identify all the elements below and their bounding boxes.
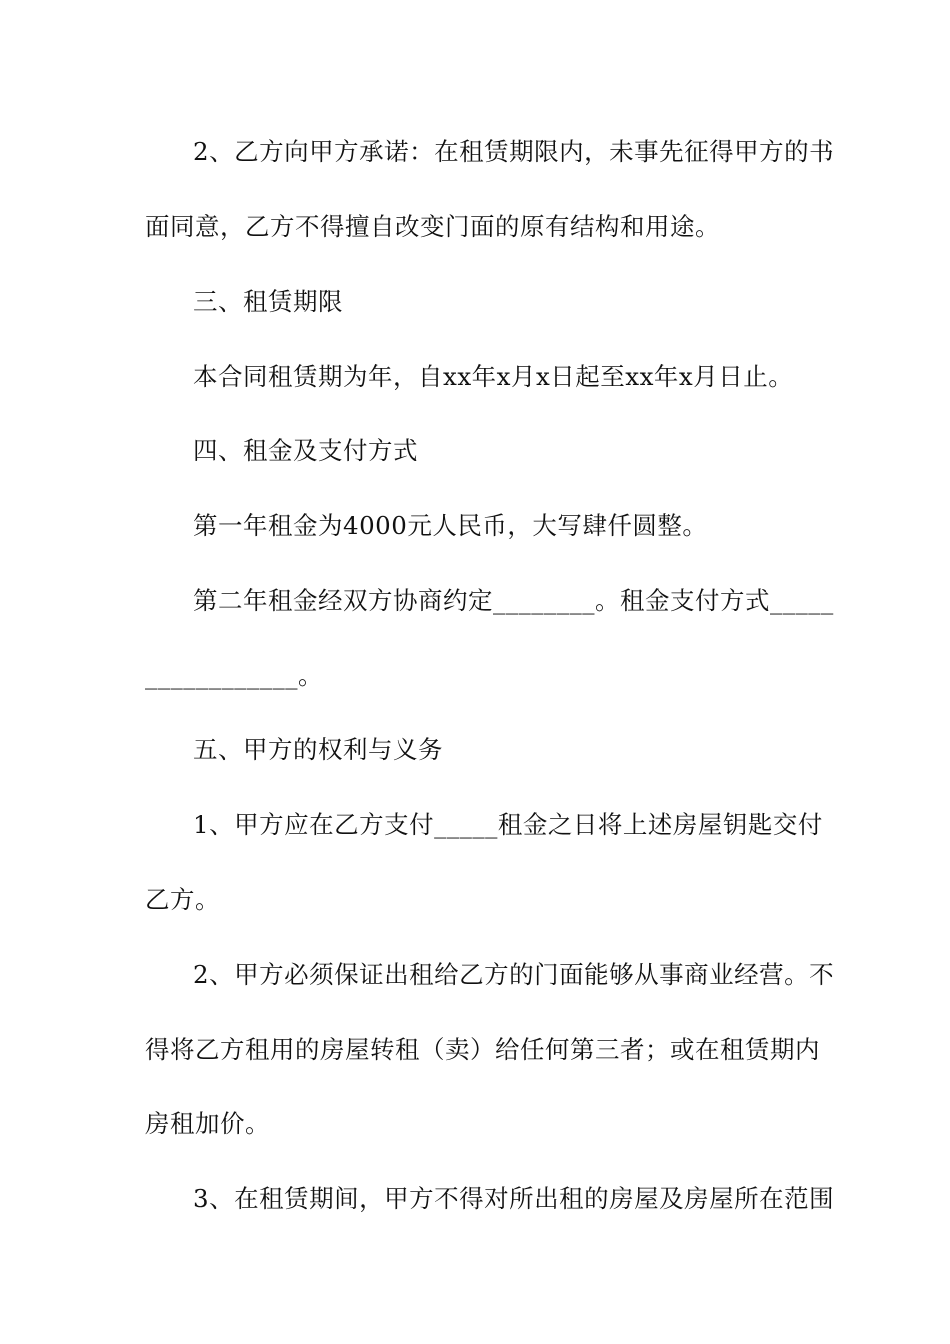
text-line-landlord-key-delivery: 1、甲方应在乙方支付_____租金之日将上述房屋钥匙交付 (193, 810, 823, 839)
section-heading-rent-payment: 四、租金及支付方式 (193, 436, 418, 465)
text-line-landlord-key-delivery-cont: 乙方。 (145, 885, 220, 914)
text-line-landlord-guarantee: 2、甲方必须保证出租给乙方的门面能够从事商业经营。不 (193, 960, 835, 989)
section-heading-lease-term: 三、租赁期限 (193, 287, 343, 316)
text-line-second-year-rent-cont: ____________。 (145, 661, 323, 690)
text-line-tenant-promise-cont: 面同意，乙方不得擅自改变门面的原有结构和用途。 (145, 212, 720, 241)
text-line-first-year-rent: 第一年租金为4000元人民币，大写肆仟圆整。 (193, 511, 708, 540)
text-line-tenant-promise: 2、乙方向甲方承诺：在租赁期限内，未事先征得甲方的书 (193, 137, 835, 166)
text-line-second-year-rent: 第二年租金经双方协商约定________。租金支付方式_____ (193, 586, 834, 615)
text-line-landlord-lease-period: 3、在租赁期间，甲方不得对所出租的房屋及房屋所在范围 (193, 1184, 835, 1213)
text-line-lease-period: 本合同租赁期为年，自xx年x月x日起至xx年x月日止。 (193, 362, 794, 391)
text-line-landlord-guarantee-end: 房租加价。 (145, 1109, 270, 1138)
text-line-landlord-guarantee-cont: 得将乙方租用的房屋转租（卖）给任何第三者；或在租赁期内 (145, 1035, 820, 1064)
section-heading-landlord-rights: 五、甲方的权利与义务 (193, 735, 443, 764)
